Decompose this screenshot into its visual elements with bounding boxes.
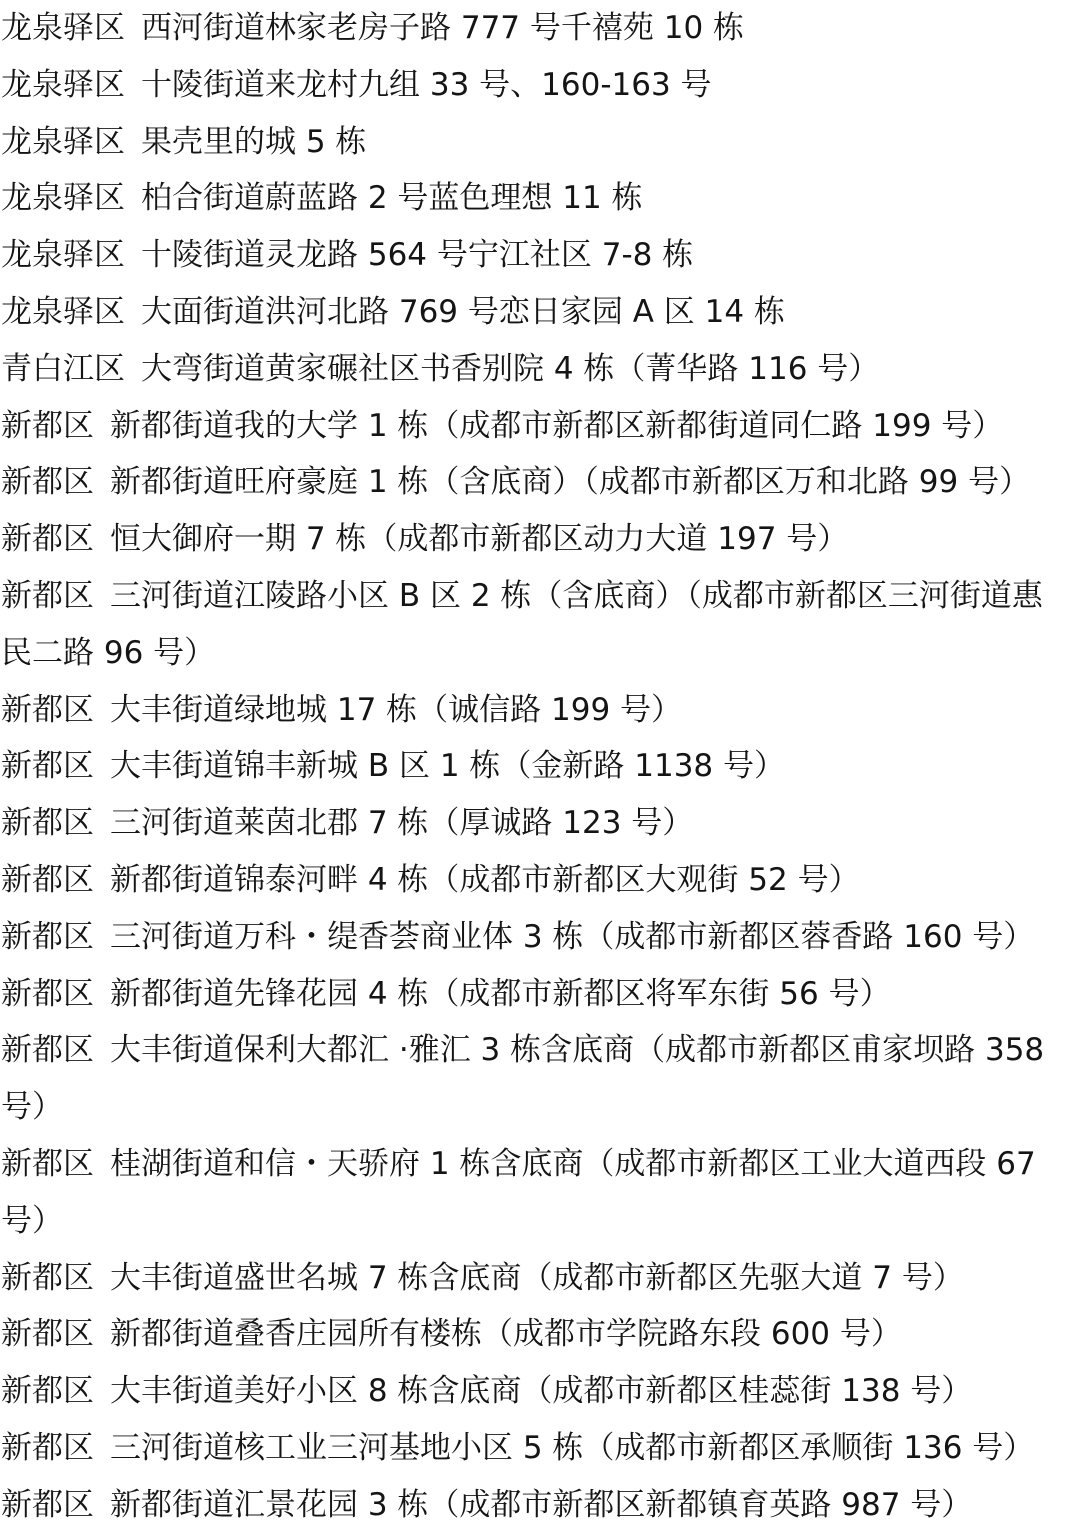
address-text: 大丰街道盛世名城 7 栋含底商（成都市新都区先驱大道 7 号） — [110, 1259, 964, 1296]
list-item — [0, 511, 1080, 568]
address-text: 大面街道洪河北路 769 号恋日家园 A 区 14 栋 — [141, 293, 785, 330]
list-item — [0, 454, 1080, 511]
list-item — [0, 1477, 1080, 1534]
address-text: 大弯街道黄家碾社区书香别院 4 栋（菁华路 116 号） — [141, 350, 880, 387]
address-text: 新都街道叠香庄园所有楼栋（成都市学院路东段 600 号） — [110, 1316, 902, 1353]
list-item — [0, 738, 1080, 795]
list-item-continuation — [0, 1079, 1080, 1136]
district-label: 青白江区 — [1, 350, 125, 387]
list-item — [0, 284, 1080, 341]
district-label: 新都区 — [1, 577, 94, 614]
address-text: 新都街道汇景花园 3 栋（成都市新都区新都镇育英路 987 号） — [110, 1486, 973, 1523]
address-text: 三河街道核工业三河基地小区 5 栋（成都市新都区承顺街 136 号） — [110, 1429, 1035, 1466]
district-label: 新都区 — [1, 1259, 94, 1296]
district-label: 新都区 — [1, 975, 94, 1012]
address-text: 新都街道旺府豪庭 1 栋（含底商）（成都市新都区万和北路 99 号） — [110, 464, 1031, 501]
district-label: 新都区 — [1, 1486, 94, 1523]
list-item-continuation — [0, 625, 1080, 682]
list-item — [0, 227, 1080, 284]
list-item — [0, 909, 1080, 966]
address-text: 桂湖街道和信・天骄府 1 栋含底商（成都市新都区工业大道西段 67 — [110, 1145, 1036, 1182]
district-label: 新都区 — [1, 805, 94, 842]
list-item — [0, 1306, 1080, 1363]
list-item — [0, 1136, 1080, 1193]
list-item — [0, 398, 1080, 455]
district-label: 新都区 — [1, 407, 94, 444]
address-text: 新都街道先锋花园 4 栋（成都市新都区将军东街 56 号） — [110, 975, 891, 1012]
district-label: 新都区 — [1, 1032, 94, 1069]
list-item — [0, 170, 1080, 227]
district-label: 新都区 — [1, 521, 94, 558]
list-item — [0, 568, 1080, 625]
list-item — [0, 1363, 1080, 1420]
address-continuation-text: 号） — [1, 1202, 63, 1239]
district-label: 新都区 — [1, 1429, 94, 1466]
address-text: 果壳里的城 5 栋 — [141, 123, 367, 160]
list-item — [0, 795, 1080, 852]
address-continuation-text: 号） — [1, 1089, 63, 1126]
address-text: 西河街道林家老房子路 777 号千禧苑 10 栋 — [141, 10, 745, 46]
district-label: 龙泉驿区 — [1, 293, 125, 330]
district-label: 龙泉驿区 — [1, 180, 125, 217]
list-item — [0, 852, 1080, 909]
address-text: 大丰街道保利大都汇 ·雅汇 3 栋含底商（成都市新都区甫家坝路 358 — [110, 1032, 1045, 1069]
address-text: 新都街道锦泰河畔 4 栋（成都市新都区大观街 52 号） — [110, 861, 860, 898]
district-label: 新都区 — [1, 1145, 94, 1182]
address-text: 新都街道我的大学 1 栋（成都市新都区新都街道同仁路 199 号） — [110, 407, 1004, 444]
address-text: 三河街道万科・缇香荟商业体 3 栋（成都市新都区蓉香路 160 号） — [110, 918, 1035, 955]
list-item — [0, 966, 1080, 1023]
district-label: 新都区 — [1, 861, 94, 898]
district-label: 新都区 — [1, 464, 94, 501]
address-text: 大丰街道绿地城 17 栋（诚信路 199 号） — [110, 691, 683, 728]
address-text: 十陵街道来龙村九组 33 号、160-163 号 — [141, 66, 712, 103]
list-item — [0, 341, 1080, 398]
address-text: 恒大御府一期 7 栋（成都市新都区动力大道 197 号） — [110, 521, 849, 558]
address-text: 大丰街道美好小区 8 栋含底商（成都市新都区桂蕊街 138 号） — [110, 1373, 973, 1410]
district-label: 龙泉驿区 — [1, 10, 125, 46]
district-label: 新都区 — [1, 918, 94, 955]
address-continuation-text: 民二路 96 号） — [1, 634, 216, 671]
list-item — [0, 114, 1080, 171]
district-label: 龙泉驿区 — [1, 123, 125, 160]
address-text: 柏合街道蔚蓝路 2 号蓝色理想 11 栋 — [141, 180, 643, 217]
district-label: 龙泉驿区 — [1, 66, 125, 103]
district-label: 新都区 — [1, 1316, 94, 1353]
address-text: 大丰街道锦丰新城 B 区 1 栋（金新路 1138 号） — [110, 748, 786, 785]
district-label: 新都区 — [1, 1373, 94, 1410]
district-label: 新都区 — [1, 691, 94, 728]
address-text: 三河街道莱茵北郡 7 栋（厚诚路 123 号） — [110, 805, 694, 842]
district-label: 新都区 — [1, 748, 94, 785]
list-item — [0, 682, 1080, 739]
list-item — [0, 57, 1080, 114]
list-item — [0, 1420, 1080, 1477]
list-item — [0, 1250, 1080, 1307]
list-item-continuation — [0, 1193, 1080, 1250]
list-item — [0, 1022, 1080, 1079]
district-label: 龙泉驿区 — [1, 237, 125, 274]
address-text: 三河街道江陵路小区 B 区 2 栋（含底商）（成都市新都区三河街道惠 — [110, 577, 1043, 614]
address-text: 十陵街道灵龙路 564 号宁江社区 7-8 栋 — [141, 237, 694, 274]
list-item — [0, 0, 1080, 57]
